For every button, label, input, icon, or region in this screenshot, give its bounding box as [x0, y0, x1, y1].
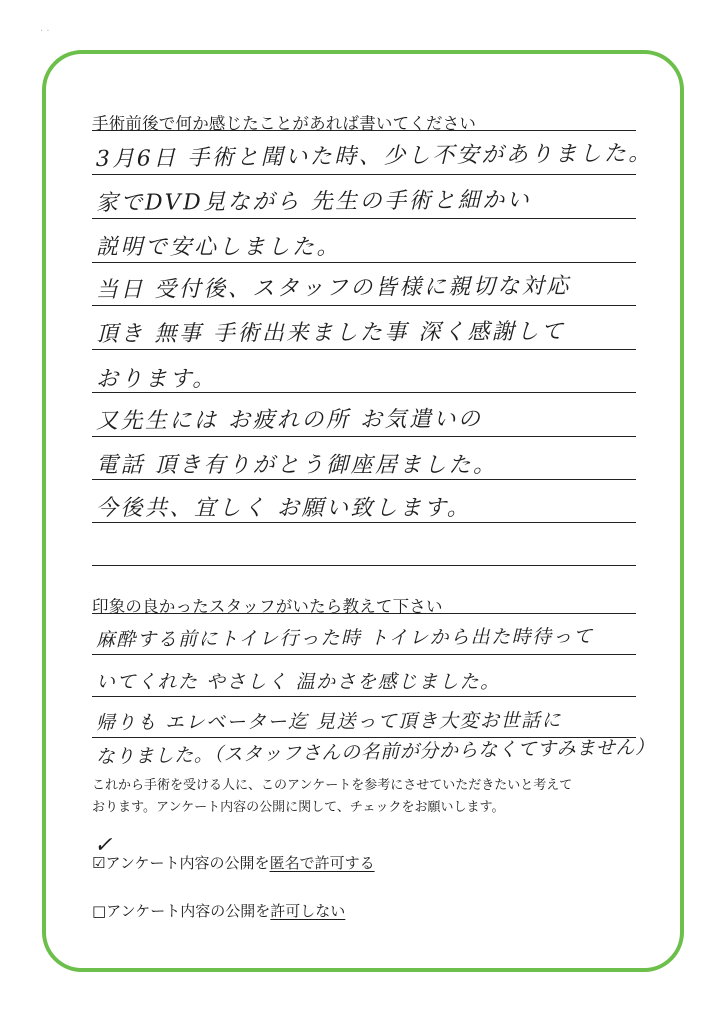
handwritten-answer-1-line-2: 家でDVD見ながら 先生の手術と細かい	[95, 187, 532, 217]
handwritten-answer-1-line-1: 3月6日 手術と聞いた時、少し不安がありました。	[95, 141, 653, 173]
question-1-title: 手術前後で何か感じたことがあれば書いてください	[92, 114, 477, 133]
notice-line-2: おります。アンケート内容の公開に関して、チェックをお願いします。	[92, 800, 505, 815]
scan-speck: · ·	[40, 26, 50, 37]
check-mark-icon: ✓	[94, 833, 113, 858]
rule-line	[92, 349, 636, 350]
rule-line	[92, 613, 636, 614]
checkbox-unchecked[interactable]: □	[92, 902, 107, 920]
option-allow-anonymous[interactable]	[92, 852, 375, 873]
rule-line	[92, 522, 636, 523]
handwritten-answer-1-line-5: 頂き 無事 手術出来ました事 深く感謝して	[95, 319, 566, 347]
handwritten-answer-2-line-4: なりました。（スタッフさんの名前が分からなくてすみません）	[95, 736, 655, 769]
rule-line	[92, 565, 636, 566]
rule-line	[92, 262, 636, 263]
option-deny[interactable]	[92, 900, 345, 921]
question-2-title: 印象の良かったスタッフがいたら教えて下さい	[92, 597, 443, 616]
handwritten-answer-1-line-8: 電話 頂き有りがとう御座居ました。	[96, 453, 498, 478]
rule-line	[92, 218, 636, 219]
handwritten-answer-1-line-9: 今後共、宜しく お願い致します。	[96, 496, 472, 521]
rule-line	[92, 305, 636, 306]
rule-line	[92, 436, 636, 437]
option-deny-prefix: アンケート内容の公開を	[106, 902, 271, 920]
rule-line	[92, 130, 636, 131]
handwritten-answer-2-line-3: 帰りも エレベーター迄 見送って頂き大変お世話に	[95, 709, 563, 734]
handwritten-answer-1-line-3: 説明で安心しました。	[96, 235, 342, 260]
rule-line	[92, 479, 636, 480]
notice-line-1: これから手術を受ける人に、このアンケートを参考にさせていただきたいと考えて	[92, 778, 573, 793]
checkbox-checked[interactable]: ☑	[92, 854, 106, 872]
handwritten-answer-1-line-7: 又先生には お疲れの所 お気遣いの	[95, 406, 483, 434]
handwritten-answer-2-line-2: いてくれた やさしく 温かさを感じました。	[96, 671, 501, 693]
rule-line	[92, 696, 636, 697]
option-allow-emphasis: 匿名で許可する	[269, 854, 375, 872]
option-deny-emphasis: 許可しない	[270, 902, 346, 920]
handwritten-answer-1-line-6: おります。	[96, 367, 217, 392]
handwritten-answer-2-line-1: 麻酔する前にトイレ行った時 トイレから出た時待って	[95, 625, 594, 651]
rule-line	[92, 654, 636, 655]
rule-line	[92, 174, 636, 175]
handwritten-answer-1-line-4: 当日 受付後、スタッフの皆様に親切な対応	[95, 273, 571, 304]
option-allow-prefix: アンケート内容の公開を	[105, 854, 270, 872]
